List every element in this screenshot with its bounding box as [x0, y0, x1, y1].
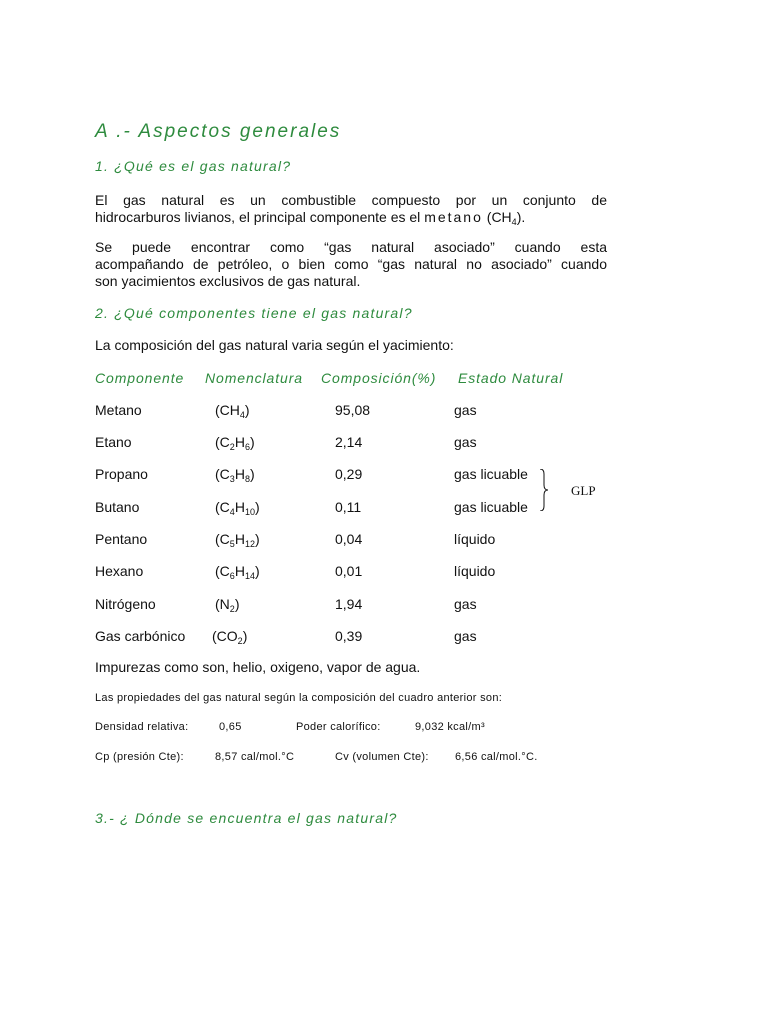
formula-subscript: 3 — [229, 474, 235, 484]
formula-close: ). — [516, 209, 526, 225]
component-composition: 1,94 — [335, 596, 363, 612]
component-formula — [215, 563, 260, 579]
line-2-text: hidrocarburos livianos, el principal componente es el — [95, 209, 425, 225]
formula-paren: ( — [215, 499, 220, 515]
formula-paren: ( — [215, 434, 220, 450]
cp-value: 8,57 cal/mol.°C — [215, 751, 295, 763]
question-2-heading: 2. ¿Qué componentes tiene el gas natural? — [95, 305, 413, 321]
component-composition: 0,04 — [335, 531, 363, 547]
densidad-label: Densidad relativa: — [95, 721, 189, 733]
cv-label: Cv (volumen Cte): — [335, 751, 429, 763]
paragraph-definition-line-1: El gas natural es un combustible compuesto por un conjunto de — [95, 192, 607, 208]
poder-calorifico-value: 9,032 kcal/m³ — [415, 721, 485, 733]
formula-element: C — [219, 434, 230, 450]
cp-label: Cp (presión Cte): — [95, 751, 184, 763]
properties-intro: Las propiedades del gas natural según la composición del cuadro anterior son: — [95, 692, 503, 704]
component-composition: 0,11 — [335, 499, 362, 515]
formula-paren: ) — [249, 466, 255, 482]
formula-paren: ( — [212, 628, 217, 644]
composition-intro: La composición del gas natural varia según el yacimiento: — [95, 337, 454, 353]
component-state: gas licuable — [454, 466, 528, 482]
formula-element: C — [219, 499, 230, 515]
header-nomenclatura: Nomenclatura — [205, 370, 303, 386]
header-componente: Componente — [95, 370, 185, 386]
formula-subscript: 2 — [229, 442, 235, 452]
component-name: Metano — [95, 402, 142, 418]
component-state: líquido — [454, 531, 496, 547]
paragraph-asociado-line-2: acompañando de petróleo, o bien como “gas natural no asociado” cuando — [95, 256, 607, 272]
paragraph-asociado — [95, 239, 607, 290]
formula-element: H — [234, 563, 245, 579]
formula-paren: ) — [234, 596, 240, 612]
formula-subscript: 12 — [244, 539, 255, 549]
formula-subscript: 14 — [244, 571, 255, 581]
formula-paren: ) — [254, 531, 260, 547]
formula-paren: ( — [215, 596, 220, 612]
component-formula — [215, 499, 260, 515]
formula-element: CH — [219, 402, 240, 418]
component-state: gas — [454, 402, 477, 418]
glp-brace-icon — [540, 469, 548, 511]
formula-paren: ( — [215, 563, 220, 579]
formula-paren: ) — [242, 628, 248, 644]
component-composition: 0,39 — [335, 628, 363, 644]
paragraph-definition — [95, 192, 607, 226]
formula-paren: ) — [254, 563, 260, 579]
formula-subscript: 6 — [229, 571, 235, 581]
cv-value: 6,56 cal/mol.°C. — [455, 751, 538, 763]
formula-subscript: 4 — [511, 217, 517, 227]
formula-paren: ( — [215, 402, 220, 418]
metano-word: metano — [424, 209, 483, 225]
impurezas-text: Impurezas como son, helio, oxigeno, vapor de agua. — [95, 659, 421, 675]
component-name: Gas carbónico — [95, 628, 186, 644]
component-composition: 95,08 — [335, 402, 371, 418]
component-formula — [215, 402, 250, 418]
formula-subscript: 8 — [244, 474, 250, 484]
component-formula — [215, 531, 260, 547]
question-3-heading: 3.- ¿ Dónde se encuentra el gas natural? — [95, 810, 398, 826]
component-formula — [212, 628, 247, 644]
formula-paren: ( — [215, 531, 220, 547]
formula-element: H — [234, 531, 245, 547]
formula-subscript: 2 — [237, 636, 243, 646]
formula-subscript: 10 — [244, 507, 255, 517]
formula-subscript: 4 — [239, 410, 245, 420]
question-1-heading: 1. ¿Qué es el gas natural? — [95, 158, 292, 174]
formula-element: C — [219, 531, 230, 547]
paragraph-asociado-line-3: son yacimientos exclusivos de gas natural. — [95, 273, 361, 289]
formula-subscript: 6 — [244, 442, 250, 452]
formula-paren: ) — [244, 402, 250, 418]
component-composition: 0,01 — [335, 563, 363, 579]
glp-label: GLP — [571, 483, 596, 498]
paragraph-asociado-line-1: Se puede encontrar como “gas natural asociado” cuando esta — [95, 239, 607, 255]
component-name: Hexano — [95, 563, 144, 579]
densidad-value: 0,65 — [219, 721, 242, 733]
component-composition: 2,14 — [335, 434, 363, 450]
formula-paren: ( — [215, 466, 220, 482]
section-title: A .- Aspectos generales — [95, 121, 342, 142]
formula-element: H — [234, 434, 245, 450]
formula-element: H — [234, 499, 245, 515]
poder-calorifico-label: Poder calorífico: — [296, 721, 381, 733]
formula-paren: ) — [254, 499, 260, 515]
component-state: gas — [454, 628, 477, 644]
component-state: líquido — [454, 563, 496, 579]
formula-element: N — [219, 596, 230, 612]
formula-subscript: 4 — [229, 507, 235, 517]
formula-element: C — [219, 466, 230, 482]
header-estado: Estado Natural — [458, 370, 564, 386]
component-name: Pentano — [95, 531, 148, 547]
formula-element: C — [219, 563, 230, 579]
formula-subscript: 2 — [229, 604, 235, 614]
component-name: Propano — [95, 466, 148, 482]
header-composicion: Composición(%) — [321, 370, 437, 386]
component-name: Etano — [95, 434, 132, 450]
component-formula — [215, 596, 239, 612]
component-composition: 0,29 — [335, 466, 363, 482]
formula-element: CO — [216, 628, 238, 644]
paragraph-definition-line-2 — [95, 209, 607, 226]
formula-open: (CH — [482, 209, 512, 225]
component-name: Nitrógeno — [95, 596, 156, 612]
component-formula — [215, 434, 255, 450]
formula-element: H — [234, 466, 245, 482]
component-formula — [215, 466, 255, 482]
component-state: gas licuable — [454, 499, 528, 515]
component-state: gas — [454, 434, 477, 450]
formula-paren: ) — [249, 434, 255, 450]
component-state: gas — [454, 596, 477, 612]
formula-subscript: 5 — [229, 539, 235, 549]
component-name: Butano — [95, 499, 140, 515]
